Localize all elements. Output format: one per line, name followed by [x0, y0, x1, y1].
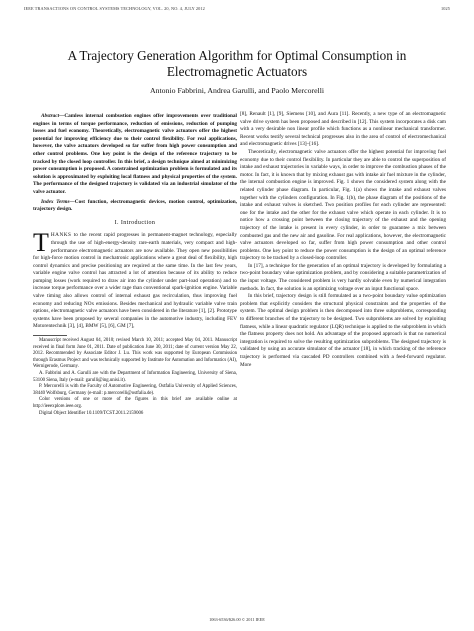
section-heading: I. Introduction [114, 219, 156, 226]
abstract [33, 113, 237, 197]
right-column [240, 111, 446, 369]
abstract-text: Camless internal combustion engines offer improvements over traditional engines in terms of torque performance, reduction of emissions, reduction of pumping losses and fuel economy. Theoretically, electromagnetic valve actuators offer the highest potential for improving efficiency due to their control flexibility. For real applications, however, the valve actuators developed so far suffer from high power consumption and other control problems. One key point is the design of the reference trajectory to be tracked by the closed loop controller. In this brief, a design technique aimed at minimizing power consumption is proposed. A constrained optimization problem is formulated and its solution is approximated by exploiting local flatness and physical properties of the system. The performance of the designed trajectory is validated via an industrial simulator of the valve actuator. [33, 113, 237, 195]
footnote-affiliation-siena: A. Fabbrini and A. Garulli are with the Department of Information Engineering, University of Siena, 53100 Siena, Italy (e-mail: garulli@ing.unisi.it). [33, 371, 237, 383]
copyright-footer: 1063-6536/$26.00 © 2011 IEEE [209, 617, 265, 622]
footnote-manuscript: Manuscript received August 04, 2010; revised March 10, 2011; accepted May 04, 2011. Manuscript received in final form June 01, 2011. Date of publication June 30, 2011; date of current version May 22, 2012. Recommended by Associate Editor J. Lu. This work was supported by European Commission through Erasmus Project and was technically supported by Institute for Automation and Informatics (AI), Wernigerode, Germany. [33, 338, 237, 370]
footnote-divider [33, 335, 67, 336]
footnote-affiliation-ostfalia: P. Mercorelli is with the Faculty of Automotive Engineering, Ostfalia University of Applied Sciences, 38440 Wolfsburg, Germany (e-mail: p.mercorelli@ostfalia.de). [33, 384, 237, 396]
intro-text: to the recent rapid progresses in permanent-magnet technology, especially through the use of high-energy-density rare-earth materials, very compact and high-performance electromagnetic actuators are now available. They open new possibilities for high-force motion control in mechatronic applications where a great deal of flexibility, high control dynamics and precise positioning are required at the same time. In the last few years, variable engine valve control has attracted a lot of attention because of its ability to reduce pumping losses (work required to draw air into the cylinder under part-load operation) and to increase torque performance over a wider rage than conventional spark-ignition engine. Variable valve timing also allows control of internal exhaust gas recirculation, thus improving fuel economy and reducing NOx emissions. Besides mechanical and hydraulic variable valve train options, electromagnetic valve actuators have been considered in the literature [1], [2]. Prototype systems have been proposed by several companies in the automotive industry, including FEV Motorentechnik [3], [4], BMW [5], [6], GM [7], [33, 232, 237, 330]
footnote-doi: Digital Object Identifier 10.1109/TCST.2011.2159006 [39, 410, 144, 416]
journal-name: IEEE TRANSACTIONS ON CONTROL SYSTEMS TECHNOLOGY, VOL. 20, NO. 4, JULY 2012 [24, 6, 205, 11]
abstract-lead: Abstract— [41, 113, 65, 119]
dropcap: T [33, 228, 49, 258]
right-paragraph-3: In [17], a technique for the generation of an optimal trajectory is developed by formulating a two-point boundary value optimization problem, and by considering a suitable parametrization of the input voltage. The considered problem is very hardly solvable even by numerical integration methods. In fact, the solution is an optimizing voltage over an input functional space. [240, 262, 446, 292]
running-header [24, 6, 450, 11]
right-paragraph-1: [8], Renault [1], [9], Siemens [10], and Aura [11]. Recently, a new type of an electromagnetic valve drive system has been proposed and described in [12]. This system incorporates a disk cam with a very desirable non linear profile which functions as a nonlinear mechanical transformer. Recent works testify several technical progresses also in the area of control of electromechanical and electromagnetic drives [13]–[16]. [240, 111, 446, 148]
footnotes [33, 338, 237, 417]
right-paragraph-2: Theoretically, electromagnetic valve actuators offer the highest potential for improving fuel economy due to their control flexibility. In particular they are able to control the superposition of intake and exhaust trajectories in variable ways, in order to improve the combustion phases of the motor. In fact, it is known that by mixing exhaust gas with intake air fuel mixture in the cylinder, the internal combustion engine is improved. Fig. 1 shows the considered system along with the related cylinder phase diagram. In particular, Fig. 1(a) shows the intake and exhaust valves together with the cylinders configuration. In Fig. 1(b), the phase diagram of the positions of the intake and exhaust valves is sketched. Two position profiles for each cylinder are represented: one for the intake and the other for the exhaust valve which operate in each cylinder. It is to notice how a crossing point between the closing trajectory of the exhaust and the opening trajectory of the intake is present in every cylinder, in order to guarantee a mix between combusted gas and the new air and gasoline. For real applications, however, the electromagnetic valve actuators developed so far, suffer from high power consumption and other control problems. One key point to reduce the power consumption is the design of an optimal reference trajectory to be tracked by a closed-loop controller. [240, 148, 446, 262]
footnote-color-versions: Color versions of one or more of the figures in this brief are available online at http://ieeexplore.ieee.org. [33, 397, 237, 409]
left-column [33, 113, 237, 417]
index-terms [33, 199, 237, 214]
right-paragraph-4: In this brief, trajectory design is still formulated as a two-point boundary value optimization problem that explicitly considers the structural physical constraints and the properties of the system. The optimal design problem is then decomposed into three subproblems, corresponding to different branches of the trajectory to be designed. Two subproblems are solved by exploiting flatness, while a linear quadratic regulator (LQR) technique is applied to the subproblem in which the flatness property does not hold. An advantage of the proposed approach is that no numerical integration is required to solve the resulting optimization subproblems. The designed trajectory is validated by using an accurate simulator of the actuator [18], in which tracking of the reference trajectory is performed via cascaded PD controllers combined with a feed-forward regulator. More [240, 293, 446, 368]
index-terms-text: Cost function, electromagnetic devices, motion control, optimization, trajectory design. [33, 198, 237, 213]
paper-authors: Antonio Fabbrini, Andrea Garulli, and Paolo Mercorelli [149, 86, 325, 95]
intro-paragraph [33, 228, 237, 331]
paper-title: A Trajectory Generation Algorithm for Optimal Consumption in Electromagnetic Actuators [67, 48, 407, 79]
index-terms-lead: Index Terms— [41, 198, 75, 205]
dropcap-word: HANKS [50, 232, 72, 239]
page-number: 1025 [441, 6, 450, 11]
